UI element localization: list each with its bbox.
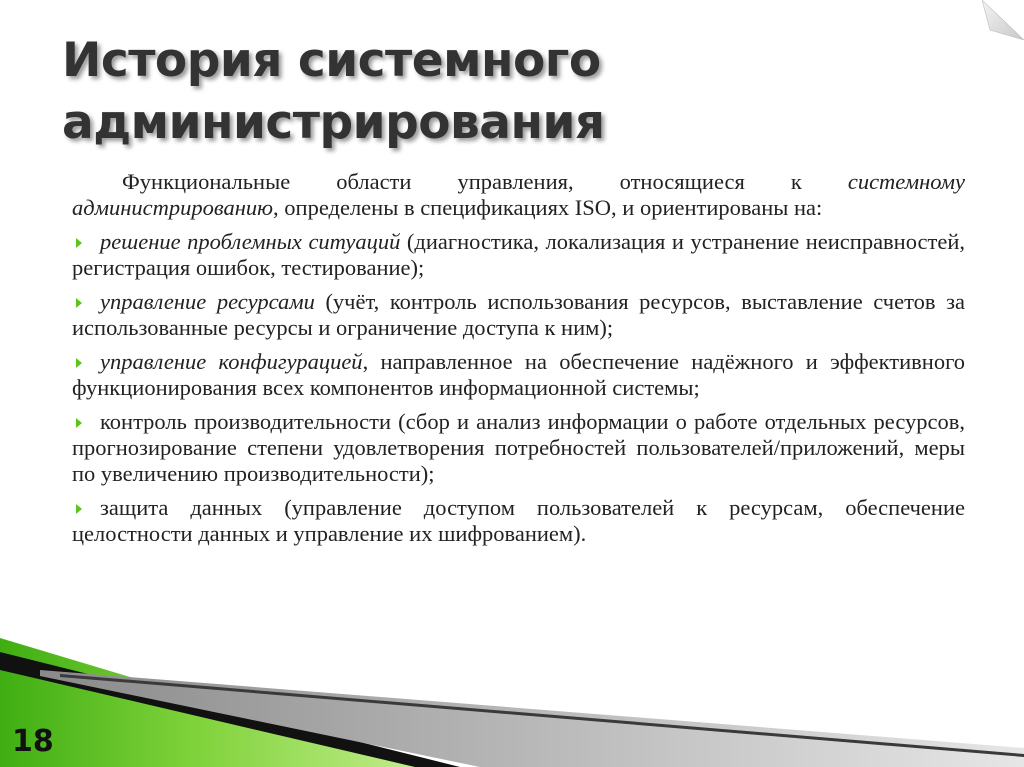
- bullet-2-text: (учёт, контроль использования ресурсов, выставление счетов за использованные ресурсы и ограничение доступа к ним);: [72, 289, 965, 340]
- triangle-bullet-icon: [76, 418, 82, 428]
- title-line-2: администрирования: [62, 95, 605, 150]
- footer-decoration: [0, 630, 1024, 767]
- intro-italic: системному администрированию: [72, 169, 965, 220]
- bullet-4-text: контроль производительности (сбор и анализ информации о работе отдельных ресурсов, прогнозирование степени удовлетворения потребностей пользователей/приложений, меры по увеличению производительности);: [72, 409, 965, 486]
- title-line-1: История системного: [62, 33, 601, 88]
- bullet-item-2: [72, 289, 965, 341]
- bullet-1-text: (диагностика, локализация и устранение неисправностей, регистрация ошибок, тестирование);: [72, 229, 965, 280]
- bullet-item-5: [72, 495, 965, 547]
- bullet-item-1: [72, 229, 965, 281]
- triangle-bullet-icon: [76, 504, 82, 514]
- bullet-5-text: защита данных (управление доступом пользователей к ресурсам, обеспечение целостности данных и управление их шифрованием).: [72, 495, 965, 546]
- page-number: 18: [12, 724, 54, 759]
- triangle-bullet-icon: [76, 238, 82, 248]
- bullet-3-italic: управление конфигурацией: [100, 349, 363, 374]
- bullet-item-4: [72, 409, 965, 487]
- triangle-bullet-icon: [76, 298, 82, 308]
- bullet-3-text: , направленное на обеспечение надёжного и эффективного функционирования всех компонентов информационной системы;: [72, 349, 965, 400]
- intro-text-2: , определены в спецификациях ISO, и ориентированы на:: [273, 195, 823, 220]
- bullet-2-italic: управление ресурсами: [100, 289, 315, 314]
- triangle-bullet-icon: [76, 358, 82, 368]
- slide-title: [62, 30, 962, 154]
- slide-body: [72, 169, 965, 555]
- intro-text-1: Функциональные области управления, относящиеся к: [122, 169, 848, 194]
- intro-paragraph: [72, 169, 965, 221]
- bullet-item-3: [72, 349, 965, 401]
- page-curl-decoration: [982, 0, 1024, 40]
- bullet-1-italic: решение проблемных ситуаций: [100, 229, 401, 254]
